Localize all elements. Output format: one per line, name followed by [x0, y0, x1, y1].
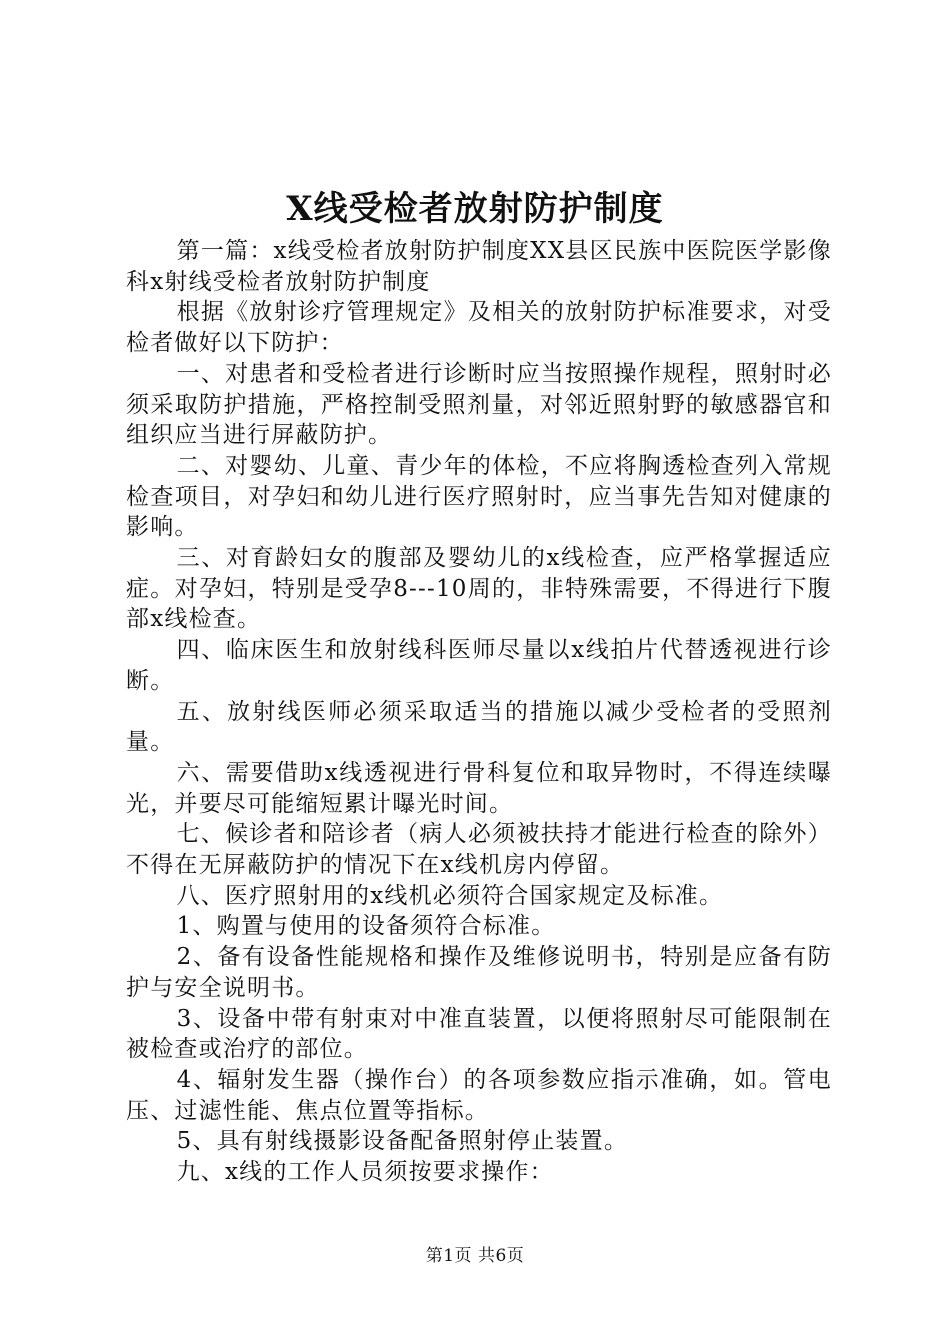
paragraph: 一、对患者和受检者进行诊断时应当按照操作规程，照射时必须采取防护措施，严格控制受照剂量，对邻近照射野的敏感器官和组织应当进行屏蔽防护。	[126, 360, 832, 449]
list-item: 1、购置与使用的设备须符合标准。	[176, 913, 556, 940]
paragraph: 根据《放射诊疗管理规定》及相关的放射防护标准要求，对受检者做好以下防护：	[126, 299, 832, 357]
paragraph: 九、x线的工作人员须按要求操作：	[176, 1159, 554, 1186]
document-title: X线受检者放射防护制度	[286, 189, 664, 229]
paragraph: 第一篇：x线受检者放射防护制度XX县区民族中医院医学影像科x射线受检者放射防护制度	[126, 238, 832, 295]
paragraph: 七、候诊者和陪诊者（病人必须被扶持才能进行检查的除外）不得在无屏蔽防护的情况下在x线机房内停留。	[126, 821, 832, 879]
paragraph: 五、放射线医师必须采取适当的措施以减少受检者的受照剂量。	[126, 698, 832, 756]
document-body	[126, 236, 832, 1188]
list-item: 4、辐射发生器（操作台）的各项参数应指示准确，如。管电压、过滤性能、焦点位置等指标。	[126, 1066, 832, 1124]
list-item: 3、设备中带有射束对中准直装置，以便将照射尽可能限制在被检查或治疗的部位。	[126, 1005, 832, 1063]
paragraph: 四、临床医生和放射线科医师尽量以x线拍片代替透视进行诊断。	[126, 637, 832, 694]
paragraph: 二、对婴幼、儿童、青少年的体检，不应将胸透检查列入常规检查项目，对孕妇和幼儿进行医疗照射时，应当事先告知对健康的影响。	[126, 452, 832, 541]
paragraph: 八、医疗照射用的x线机必须符合国家规定及标准。	[176, 882, 724, 909]
page-number-footer: 第1页 共6页	[425, 1246, 525, 1266]
paragraph: 三、对育龄妇女的腹部及婴幼儿的x线检查，应严格掌握适应症。对孕妇，特别是受孕8---10周的，非特殊需要，不得进行下腹部x线检查。	[126, 545, 832, 633]
list-item: 5、具有射线摄影设备配备照射停止装置。	[176, 1128, 629, 1155]
paragraph: 六、需要借助x线透视进行骨科复位和取异物时，不得连续曝光，并要尽可能缩短累计曝光时间。	[126, 759, 832, 817]
list-item: 2、备有设备性能规格和操作及维修说明书，特别是应备有防护与安全说明书。	[126, 944, 832, 1001]
